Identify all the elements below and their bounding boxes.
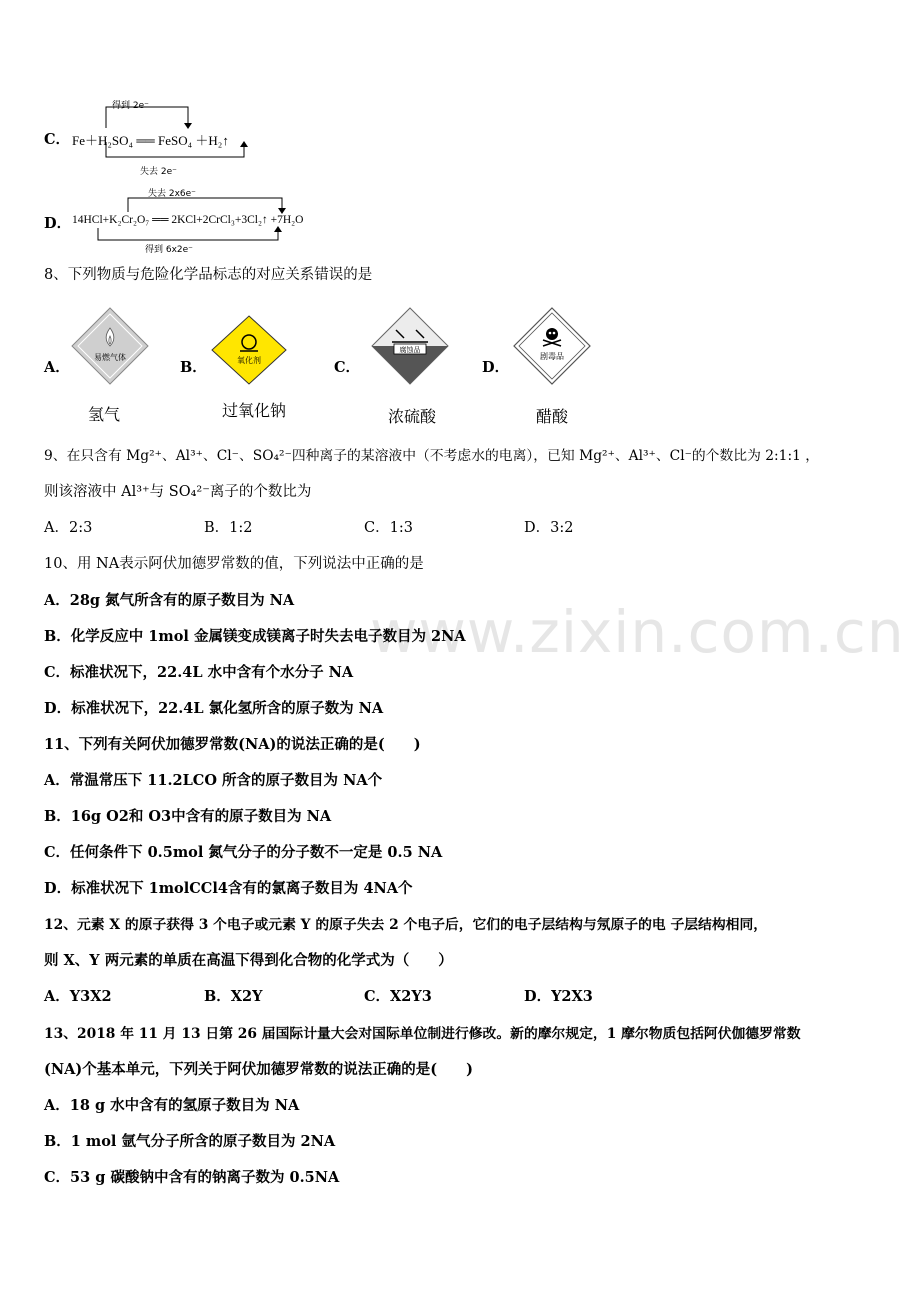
q10-option-a: A．28g 氮气所含有的原子数目为 NA	[44, 592, 295, 609]
q12-option-d: D．Y2X3	[524, 988, 593, 1005]
q8-d-caption: 醋酸	[536, 407, 569, 426]
q8-a-sign-text: 易燃气体	[94, 353, 126, 362]
q9-option-b: B．1:2	[204, 520, 253, 536]
q8-d-sign-text: 剧毒品	[540, 352, 564, 361]
q13-option-b: B．1 mol 氩气分子所含的原子数目为 2NA	[44, 1133, 336, 1150]
q12-option-c: C．X2Y3	[364, 988, 432, 1005]
q9-line1: 9、在只含有 Mg²⁺、Al³⁺、Cl⁻、SO₄²⁻四种离子的某溶液中（不考虑水的电离），已知 Mg²⁺、Al³⁺、Cl⁻的个数比为 2:1:1 ，	[44, 448, 820, 464]
q8-b-sign	[208, 314, 290, 386]
q7-c-bottom: 失去 2e⁻	[140, 167, 177, 177]
q7-d-top: 失去 2x6e⁻	[148, 189, 196, 199]
q12-option-a: A．Y3X2	[44, 988, 112, 1005]
q8-c-sign-text: 腐蚀品	[399, 346, 421, 354]
q8-c-sign	[370, 306, 450, 386]
q8-a-label: A．	[44, 359, 70, 376]
q10-option-d: D．标准状况下，22.4L 氯化氢所含的原子数为 NA	[44, 700, 384, 717]
q11-option-a: A．常温常压下 11.2LCO 所含的原子数目为 NA个	[44, 772, 383, 789]
q8-b-caption: 过氧化钠	[222, 401, 287, 420]
q8-b-sign-text: 氧化剂	[237, 356, 261, 365]
q7-c-top: 得到 2e⁻	[112, 101, 149, 111]
q8-a-sign	[70, 306, 150, 386]
q13-line2: (NA)个基本单元，下列关于阿伏加德罗常数的说法正确的是( )	[44, 1061, 473, 1078]
q13-line1: 13、2018 年 11 月 13 日第 26 届国际计量大会对国际单位制进行修改。新的摩尔规定，1 摩尔物质包括阿伏伽德罗常数	[44, 1026, 801, 1042]
q11-option-b: B．16g O2和 O3中含有的原子数目为 NA	[44, 808, 332, 825]
q12-line1: 12、元素 X 的原子获得 3 个电子或元素 Y 的原子失去 2 个电子后，它们的电子层结构与氖原子的电 子层结构相同，	[44, 917, 768, 933]
q7-d-equation: 14HCl+K₂Cr₂O₇ ══ 2KCl+2CrCl₃+3Cl₂↑ +7H₂O	[72, 214, 304, 226]
q11-stem: 11、下列有关阿伏加德罗常数(NA)的说法正确的是( )	[44, 736, 421, 753]
q8-d-label: D．	[482, 359, 510, 376]
q9-option-a: A．2:3	[44, 520, 93, 536]
q7-d-bottom: 得到 6x2e⁻	[145, 245, 193, 255]
q12-option-b: B．X2Y	[204, 988, 263, 1005]
q10-option-b: B．化学反应中 1mol 金属镁变成镁离子时失去电子数目为 2NA	[44, 628, 466, 645]
q13-option-c: C．53 g 碳酸钠中含有的钠离子数为 0.5NA	[44, 1169, 340, 1186]
q10-option-c: C．标准状况下，22.4L 水中含有个水分子 NA	[44, 664, 354, 681]
q9-option-d: D．3:2	[524, 520, 574, 536]
q9-option-c: C．1:3	[364, 520, 413, 536]
q7-d-label: D．	[44, 215, 72, 232]
q8-c-caption: 浓硫酸	[388, 407, 437, 426]
q8-a-caption: 氢气	[88, 405, 121, 424]
q8-b-label: B．	[180, 359, 207, 376]
q11-option-c: C．任何条件下 0.5mol 氮气分子的分子数不一定是 0.5 NA	[44, 844, 443, 861]
q10-stem: 10、用 NA表示阿伏加德罗常数的值，下列说法中正确的是	[44, 556, 424, 572]
q12-line2: 则 X、Y 两元素的单质在高温下得到化合物的化学式为（ ）	[44, 952, 453, 969]
q13-option-a: A．18 g 水中含有的氢原子数目为 NA	[44, 1097, 300, 1114]
q7-c-equation: Fe＋H₂SO₄ ══ FeSO₄ ＋H₂↑	[72, 133, 229, 148]
q11-option-d: D．标准状况下 1molCCl4含有的氯离子数目为 4NA个	[44, 880, 413, 897]
q9-line2: 则该溶液中 Al³⁺与 SO₄²⁻离子的个数比为	[44, 484, 312, 500]
q8-c-label: C．	[334, 359, 361, 376]
q8-d-sign	[512, 306, 592, 386]
watermark: www.zixin.com.cn	[370, 598, 905, 666]
q8-stem: 8、下列物质与危险化学品标志的对应关系错误的是	[44, 267, 373, 283]
q7-c-label: C．	[44, 131, 71, 148]
